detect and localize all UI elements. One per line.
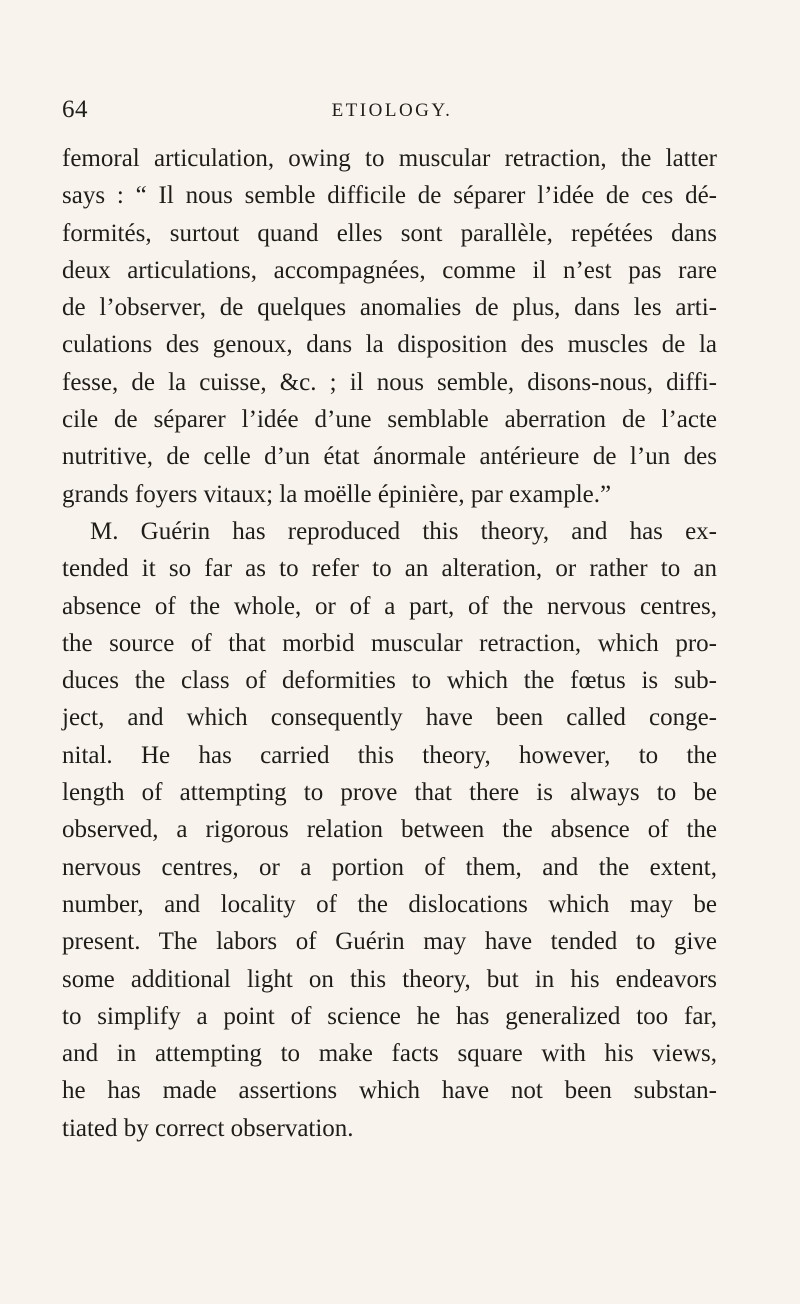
- text-line: cile de séparer l’idée d’une semblable aberration de l’acte: [62, 406, 717, 434]
- text-line: grands foyers vitaux; la moëlle épinière, par example.”: [62, 480, 612, 508]
- text-line: to simplify a point of science he has generalized too far,: [62, 1002, 717, 1030]
- page-header: [62, 96, 712, 132]
- text-line: absence of the whole, or of a part, of the nervous centres,: [62, 592, 717, 620]
- text-line: culations des genoux, dans la disposition des muscles de la: [62, 331, 717, 359]
- text-line: the source of that morbid muscular retraction, which pro-: [62, 629, 717, 657]
- body-text: [62, 140, 717, 1147]
- text-line: tended it so far as to refer to an alteration, or rather to an: [62, 555, 717, 583]
- page-number: 64: [62, 96, 88, 123]
- text-line: deux articulations, accompagnées, comme il n’est pas rare: [62, 256, 717, 284]
- text-line: tiated by correct observation.: [62, 1114, 354, 1142]
- text-line: formités, surtout quand elles sont parallèle, repétées dans: [62, 219, 717, 247]
- text-line: M. Guérin has reproduced this theory, and has ex-: [90, 517, 717, 545]
- text-line: length of attempting to prove that there is always to be: [62, 779, 717, 807]
- text-line: ject, and which consequently have been called conge-: [62, 704, 717, 732]
- text-line: duces the class of deformities to which the fœtus is sub-: [62, 667, 717, 695]
- text-line: nervous centres, or a portion of them, and the extent,: [62, 853, 717, 881]
- text-line: number, and locality of the dislocations which may be: [62, 890, 717, 918]
- text-line: he has made assertions which have not been substan-: [62, 1077, 717, 1105]
- text-line: nital. He has carried this theory, however, to the: [62, 741, 717, 769]
- text-line: says : “ Il nous semble difficile de séparer l’idée de ces dé-: [62, 182, 717, 210]
- text-line: de l’observer, de quelques anomalies de plus, dans les arti-: [62, 294, 717, 322]
- text-line: nutritive, de celle d’un état ánormale antérieure de l’un des: [62, 443, 717, 471]
- text-line: fesse, de la cuisse, &c. ; il nous semble, disons-nous, diffi-: [62, 368, 717, 396]
- running-head: ETIOLOGY.: [331, 100, 453, 121]
- text-line: some additional light on this theory, but in his endeavors: [62, 965, 717, 993]
- text-line: femoral articulation, owing to muscular retraction, the latter: [62, 145, 717, 172]
- text-line: present. The labors of Guérin may have tended to give: [62, 928, 717, 956]
- text-line: and in attempting to make facts square with his views,: [62, 1040, 717, 1068]
- text-line: observed, a rigorous relation between the absence of the: [62, 816, 717, 844]
